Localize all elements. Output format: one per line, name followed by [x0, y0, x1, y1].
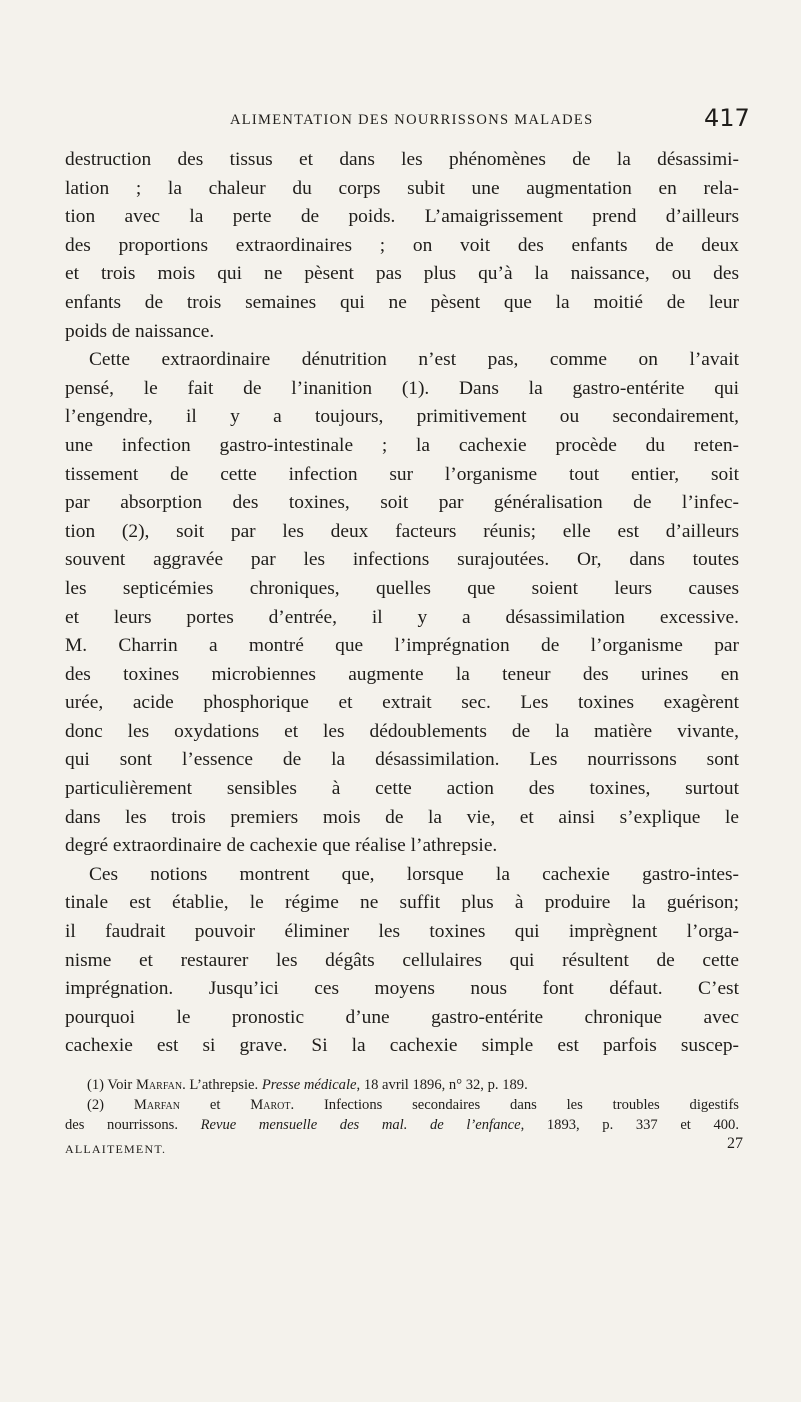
footnote-author: Marfan	[133, 1097, 181, 1113]
text-line: dans les trois premiers mois de la vie, et ainsi s’explique le	[65, 806, 739, 828]
text-line: urée, acide phosphorique et extrait sec. Les toxines exagèrent	[65, 692, 739, 714]
footnote-number: (2)	[87, 1097, 105, 1113]
text-line: une infection gastro-intestinale ; la cachexie procède du reten-	[65, 434, 739, 456]
footnote-text: . L’athrepsie.	[182, 1077, 259, 1093]
text-line: M. Charrin a montré que l’imprégnation de l’organisme par	[65, 635, 739, 657]
page-number: 417	[704, 104, 750, 132]
footnote-text: , 18 avril 1896, n° 32, p. 189.	[356, 1077, 528, 1093]
text-line: tion avec la perte de poids. L’amaigrissement prend d’ailleurs	[65, 206, 739, 228]
text-line: les septicémies chroniques, quelles que soient leurs causes	[65, 577, 739, 599]
running-title: ALIMENTATION DES NOURRISSONS MALADES	[230, 112, 594, 128]
text-line: tissement de cette infection sur l’organisme tout entier, soit	[65, 463, 739, 485]
text-line: donc les oxydations et les dédoublements de la matière vivante,	[65, 720, 739, 742]
footnote-text: Voir	[107, 1077, 133, 1093]
text-line: lation ; la chaleur du corps subit une augmentation en rela-	[65, 177, 739, 199]
footnote-author: Marot	[250, 1097, 291, 1113]
text-line: par absorption des toxines, soit par généralisation de l’infec-	[65, 492, 739, 514]
text-line: souvent aggravée par les infections surajoutées. Or, dans toutes	[65, 549, 739, 571]
text-line: nisme et restaurer les dégâts cellulaires qui résultent de cette	[65, 949, 739, 971]
footnote-journal: Presse médicale	[261, 1077, 357, 1093]
text-line: des proportions extraordinaires ; on voit des enfants de deux	[65, 234, 739, 256]
text-line: et leurs portes d’entrée, il y a désassimilation excessive.	[65, 606, 739, 628]
footnote-journal: Revue mensuelle des mal. de l’enfance	[200, 1117, 521, 1133]
text-line: pensé, le fait de l’inanition (1). Dans la gastro-entérite qui	[65, 377, 739, 399]
text-line: l’engendre, il y a toujours, primitivement ou secondairement,	[65, 406, 739, 428]
text-line: Cette extraordinaire dénutrition n’est pas, comme on l’avait	[89, 349, 739, 371]
footnote-author: Marfan	[135, 1077, 183, 1093]
footnote-text: et	[209, 1097, 221, 1113]
text-line: enfants de trois semaines qui ne pèsent que la moitié de leur	[65, 291, 739, 313]
footnote-2	[65, 1095, 739, 1115]
text-line: imprégnation. Jusqu’ici ces moyens nous font défaut. C’est	[65, 978, 739, 1000]
text-line: pourquoi le pronostic d’une gastro-entérite chronique avec	[65, 1006, 739, 1028]
text-line: des toxines microbiennes augmente la teneur des urines en	[65, 663, 739, 685]
footnote-text: des nourrissons.	[65, 1117, 178, 1133]
text-line: et trois mois qui ne pèsent pas plus qu’à la naissance, ou des	[65, 263, 739, 285]
text-line: cachexie est si grave. Si la cachexie simple est parfois suscep-	[65, 1035, 739, 1057]
footnote-number: (1)	[87, 1077, 105, 1093]
text-line: destruction des tissus et dans les phénomènes de la désassimi-	[65, 149, 739, 170]
footnotes	[65, 1075, 739, 1135]
footnote-text: , 1893, p. 337 et 400.	[520, 1117, 739, 1133]
text-line: degré extraordinaire de cachexie que réalise l’athrepsie.	[65, 835, 498, 857]
text-line: tinale est établie, le régime ne suffit plus à produire la guérison;	[65, 892, 739, 914]
running-head	[0, 104, 801, 134]
text-line: poids de naissance.	[65, 320, 215, 342]
footnote-2-continued	[65, 1115, 739, 1135]
signature-mark: ALLAITEMENT.	[65, 1142, 167, 1156]
text-line: particulièrement sensibles à cette action des toxines, surtout	[65, 778, 739, 800]
body-text	[65, 146, 739, 1061]
text-line: tion (2), soit par les deux facteurs réunis; elle est d’ailleurs	[65, 520, 739, 542]
text-line: Ces notions montrent que, lorsque la cachexie gastro-intes-	[89, 863, 739, 885]
footnote-1	[65, 1075, 739, 1095]
footnote-text: . Infections secondaires dans les troubles digestifs	[290, 1097, 739, 1113]
signature-number: 27	[727, 1135, 743, 1152]
text-line: qui sont l’essence de la désassimilation. Les nourrissons sont	[65, 749, 739, 771]
text-line: il faudrait pouvoir éliminer les toxines qui imprègnent l’orga-	[65, 921, 739, 943]
